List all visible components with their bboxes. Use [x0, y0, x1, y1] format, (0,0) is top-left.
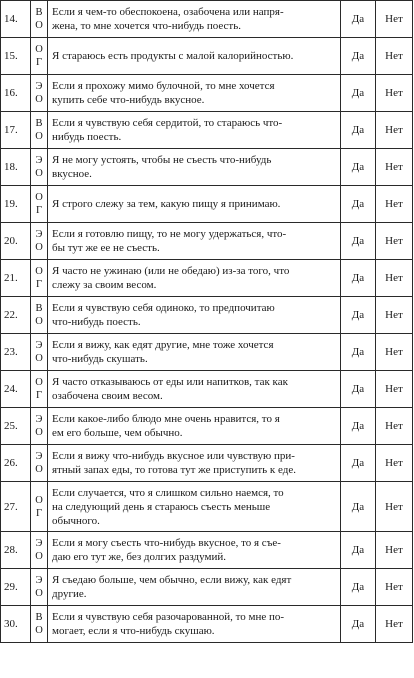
answer-no[interactable]: Нет: [376, 482, 413, 532]
question-text: [48, 112, 341, 149]
question-text-line: Если я чувствую себя сердитой, то стараюсь что-: [52, 117, 283, 129]
answer-yes[interactable]: Да: [341, 297, 376, 334]
question-text: [48, 606, 341, 643]
answer-yes[interactable]: Да: [341, 532, 376, 569]
answer-no[interactable]: Нет: [376, 38, 413, 75]
scale-code: [31, 297, 48, 334]
question-text-line: Если я вижу что-нибудь вкусное или чувствую при-: [52, 450, 295, 462]
question-number: 30.: [1, 606, 31, 643]
scale-code-letter: В: [35, 612, 43, 623]
scale-code-letter: Э: [35, 451, 43, 462]
question-number: 29.: [1, 569, 31, 606]
scale-code-letter: О: [35, 316, 43, 327]
question-text: [48, 38, 341, 75]
question-text-line: ятный запах еды, то готова тут же приступить к еде.: [52, 464, 296, 476]
answer-yes[interactable]: Да: [341, 606, 376, 643]
scale-code-letter: Э: [35, 155, 43, 166]
question-row: [1, 297, 413, 334]
question-number: 17.: [1, 112, 31, 149]
scale-code-letter: О: [35, 551, 43, 562]
question-row: [1, 260, 413, 297]
question-text-line: Если я чувствую себя одиноко, то предпочитаю: [52, 302, 275, 314]
scale-code-letter: Э: [35, 538, 43, 549]
scale-code: [31, 1, 48, 38]
answer-no[interactable]: Нет: [376, 149, 413, 186]
question-row: [1, 334, 413, 371]
question-row: [1, 112, 413, 149]
question-text-line: Если я вижу, как едят другие, мне тоже хочется: [52, 339, 274, 351]
question-text-line: Я стараюсь есть продукты с малой калорийностью.: [52, 50, 294, 62]
question-number: 23.: [1, 334, 31, 371]
question-text: [48, 223, 341, 260]
question-number: 18.: [1, 149, 31, 186]
answer-no[interactable]: Нет: [376, 371, 413, 408]
question-row: [1, 445, 413, 482]
question-number: 22.: [1, 297, 31, 334]
scale-code-letter: О: [35, 464, 43, 475]
question-text: [48, 371, 341, 408]
scale-code: [31, 149, 48, 186]
scale-code-letter: В: [35, 118, 43, 129]
question-text-line: Если случается, что я слишком сильно наемся, то: [52, 486, 284, 499]
question-row: [1, 371, 413, 408]
scale-code: [31, 260, 48, 297]
scale-code-letter: Э: [35, 575, 43, 586]
question-row: [1, 1, 413, 38]
question-text-line: Если я чем-то обеспокоена, озабочена или напря-: [52, 6, 284, 18]
answer-no[interactable]: Нет: [376, 223, 413, 260]
answer-yes[interactable]: Да: [341, 260, 376, 297]
answer-no[interactable]: Нет: [376, 606, 413, 643]
question-text-line: ем его больше, чем обычно.: [52, 427, 183, 439]
question-text-line: жена, то мне хочется что-нибудь поесть.: [52, 20, 241, 32]
answer-no[interactable]: Нет: [376, 1, 413, 38]
question-text: [48, 1, 341, 38]
question-text-line: Я часто не ужинаю (или не обедаю) из-за того, что: [52, 265, 290, 277]
question-number: 26.: [1, 445, 31, 482]
question-text-line: Если я готовлю пищу, то не могу удержаться, что-: [52, 228, 287, 240]
scale-code: [31, 38, 48, 75]
answer-yes[interactable]: Да: [341, 371, 376, 408]
question-text: [48, 149, 341, 186]
question-row: [1, 606, 413, 643]
question-text: [48, 297, 341, 334]
answer-no[interactable]: Нет: [376, 532, 413, 569]
answer-yes[interactable]: Да: [341, 1, 376, 38]
question-text-line: Я съедаю больше, чем обычно, если вижу, как едят: [52, 574, 292, 586]
question-row: [1, 532, 413, 569]
question-row: [1, 569, 413, 606]
answer-no[interactable]: Нет: [376, 260, 413, 297]
scale-code-letter: О: [35, 377, 43, 388]
scale-code-letter: Г: [35, 279, 43, 290]
scale-code-letter: Э: [35, 81, 43, 92]
question-number: 24.: [1, 371, 31, 408]
scale-code: [31, 334, 48, 371]
scale-code-letter: О: [35, 20, 43, 31]
scale-code: [31, 112, 48, 149]
answer-yes[interactable]: Да: [341, 569, 376, 606]
scale-code: [31, 606, 48, 643]
answer-no[interactable]: Нет: [376, 75, 413, 112]
question-text-line: Если я могу съесть что-нибудь вкусное, то я съе-: [52, 537, 281, 549]
answer-yes[interactable]: Да: [341, 186, 376, 223]
scale-code-letter: О: [35, 588, 43, 599]
answer-yes[interactable]: Да: [341, 445, 376, 482]
scale-code-letter: Э: [35, 414, 43, 425]
question-text: [48, 408, 341, 445]
scale-code-letter: О: [35, 353, 43, 364]
scale-code-letter: Г: [35, 57, 43, 68]
answer-yes[interactable]: Да: [341, 223, 376, 260]
scale-code-letter: О: [35, 131, 43, 142]
answer-yes[interactable]: Да: [341, 334, 376, 371]
question-text: [48, 445, 341, 482]
question-text-line: купить себе что-нибудь вкусное.: [52, 94, 205, 106]
answer-yes[interactable]: Да: [341, 112, 376, 149]
answer-no[interactable]: Нет: [376, 569, 413, 606]
question-row: [1, 149, 413, 186]
question-number: 27.: [1, 482, 31, 532]
scale-code-letter: О: [35, 242, 43, 253]
question-text-line: обычного.: [52, 514, 100, 527]
question-text-line: Если я прохожу мимо булочной, то мне хочется: [52, 80, 275, 92]
scale-code-letter: О: [35, 427, 43, 438]
question-text-line: вкусное.: [52, 168, 92, 180]
question-text: [48, 260, 341, 297]
answer-yes[interactable]: Да: [341, 38, 376, 75]
scale-code: [31, 482, 48, 532]
question-text-line: Я строго слежу за тем, какую пищу я принимаю.: [52, 198, 281, 210]
question-text-line: могает, если я что-нибудь скушаю.: [52, 625, 215, 637]
scale-code-letter: О: [35, 192, 43, 203]
scale-code-letter: В: [35, 303, 43, 314]
question-number: 25.: [1, 408, 31, 445]
scale-code-letter: О: [35, 168, 43, 179]
scale-code-letter: О: [35, 625, 43, 636]
scale-code-letter: О: [35, 266, 43, 277]
question-text-line: что-нибудь скушать.: [52, 353, 148, 365]
answer-no[interactable]: Нет: [376, 445, 413, 482]
scale-code-letter: О: [35, 44, 43, 55]
scale-code: [31, 445, 48, 482]
question-row: [1, 482, 413, 532]
question-number: 14.: [1, 1, 31, 38]
answer-no[interactable]: Нет: [376, 297, 413, 334]
question-text: [48, 75, 341, 112]
question-text: [48, 569, 341, 606]
question-number: 15.: [1, 38, 31, 75]
scale-code: [31, 223, 48, 260]
question-text-line: другие.: [52, 588, 87, 600]
question-number: 16.: [1, 75, 31, 112]
question-text-line: Я не могу устоять, чтобы не съесть что-нибудь: [52, 154, 272, 166]
question-text-line: нибудь поесть.: [52, 131, 122, 143]
scale-code: [31, 569, 48, 606]
question-row: [1, 75, 413, 112]
answer-no[interactable]: Нет: [376, 334, 413, 371]
scale-code-letter: О: [35, 494, 43, 506]
question-text-line: Если я чувствую себя разочарованной, то мне по-: [52, 611, 285, 623]
answer-no[interactable]: Нет: [376, 408, 413, 445]
question-row: [1, 38, 413, 75]
scale-code: [31, 408, 48, 445]
answer-yes[interactable]: Да: [341, 482, 376, 532]
scale-code-letter: Э: [35, 229, 43, 240]
question-number: 28.: [1, 532, 31, 569]
answer-no[interactable]: Нет: [376, 112, 413, 149]
question-text-line: Я часто отказываюсь от еды или напитков, так как: [52, 376, 288, 388]
scale-code-letter: О: [35, 94, 43, 105]
question-text: [48, 482, 341, 532]
question-text: [48, 334, 341, 371]
question-row: [1, 223, 413, 260]
scale-code-letter: Г: [35, 507, 43, 519]
scale-code-letter: Г: [35, 390, 43, 401]
question-number: 19.: [1, 186, 31, 223]
question-number: 21.: [1, 260, 31, 297]
question-text: [48, 186, 341, 223]
question-text: [48, 532, 341, 569]
answer-yes[interactable]: Да: [341, 408, 376, 445]
question-text-line: что-нибудь поесть.: [52, 316, 141, 328]
scale-code-letter: Г: [35, 205, 43, 216]
question-text-line: Если какое-либо блюдо мне очень нравится, то я: [52, 413, 280, 425]
question-row: [1, 186, 413, 223]
question-row: [1, 408, 413, 445]
questionnaire-rows: [1, 1, 413, 643]
question-number: 20.: [1, 223, 31, 260]
question-text-line: даю его тут же, без долгих раздумий.: [52, 551, 226, 563]
scale-code-letter: Э: [35, 340, 43, 351]
scale-code: [31, 186, 48, 223]
question-text-line: слежу за своим весом.: [52, 279, 157, 291]
scale-code-letter: В: [35, 7, 43, 18]
answer-yes[interactable]: Да: [341, 149, 376, 186]
answer-no[interactable]: Нет: [376, 186, 413, 223]
answer-yes[interactable]: Да: [341, 75, 376, 112]
scale-code: [31, 75, 48, 112]
scale-code: [31, 371, 48, 408]
question-text-line: бы тут же ее не съесть.: [52, 242, 160, 254]
scale-code: [31, 532, 48, 569]
question-text-line: на следующий день я стараюсь съесть меньше: [52, 500, 271, 513]
question-text-line: озабочена своим весом.: [52, 390, 163, 402]
